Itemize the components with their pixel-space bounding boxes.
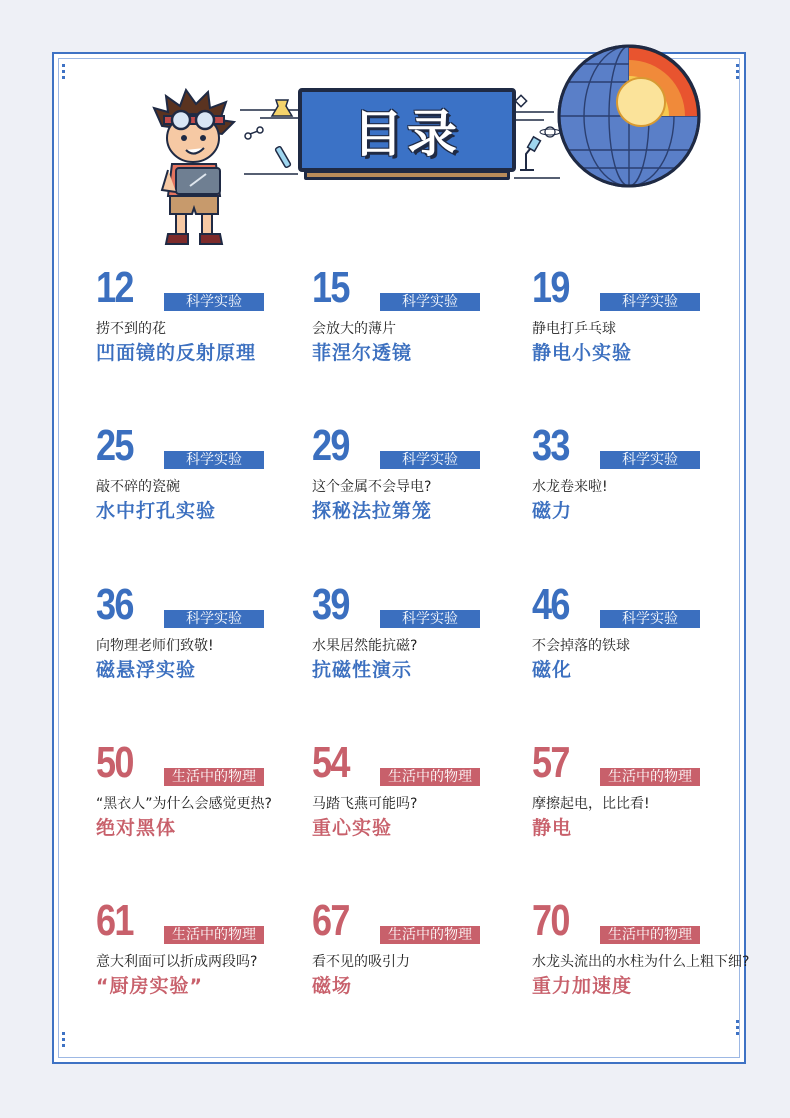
- page-number: 15: [312, 263, 349, 312]
- page-number: 25: [96, 421, 133, 470]
- chalkboard: [298, 88, 516, 172]
- entry-title: 磁化: [532, 659, 573, 681]
- entry-title: “厨房实验”: [96, 975, 203, 997]
- page-number: 29: [312, 421, 349, 470]
- page-number: 33: [532, 421, 569, 470]
- entry-subtitle: 捞不到的花: [96, 321, 166, 337]
- entry-title: 凹面镜的反射原理: [96, 342, 257, 364]
- toc-entry[interactable]: [96, 263, 316, 386]
- category-badge: 科学实验: [600, 610, 700, 628]
- chalkboard-ledge: [304, 170, 510, 180]
- toc-entry[interactable]: [312, 263, 532, 386]
- earth-cross-section-icon: [555, 42, 703, 190]
- entry-subtitle: 静电打乒乓球: [532, 321, 616, 337]
- entry-title: 磁场: [312, 975, 353, 997]
- category-badge: 科学实验: [380, 293, 480, 311]
- entry-title: 重力加速度: [532, 975, 633, 997]
- entry-subtitle: 不会掉落的铁球: [532, 638, 630, 654]
- page-number: 67: [312, 896, 349, 945]
- page-number: 54: [312, 738, 349, 787]
- entry-subtitle: 向物理老师们致敬!: [96, 638, 214, 654]
- toc-entry[interactable]: [96, 421, 316, 544]
- entry-subtitle: 水龙头流出的水柱为什么上粗下细?: [532, 954, 750, 970]
- entry-title: 绝对黑体: [96, 817, 177, 839]
- entry-title: 静电: [532, 817, 573, 839]
- frame-dash: [736, 1020, 739, 1036]
- entry-subtitle: “黑衣人”为什么会感觉更热?: [96, 796, 272, 812]
- category-badge: 生活中的物理: [164, 768, 264, 786]
- page-title: 目录: [353, 105, 461, 163]
- category-badge: 科学实验: [600, 293, 700, 311]
- category-badge: 生活中的物理: [380, 926, 480, 944]
- entry-title: 水中打孔实验: [96, 500, 217, 522]
- entry-subtitle: 会放大的薄片: [312, 321, 396, 337]
- category-badge: 科学实验: [380, 451, 480, 469]
- toc-entry[interactable]: [312, 580, 532, 703]
- entry-subtitle: 水龙卷来啦!: [532, 479, 608, 495]
- category-badge: 科学实验: [164, 610, 264, 628]
- category-badge: 生活中的物理: [164, 926, 264, 944]
- title-board: [298, 88, 516, 188]
- entry-title: 重心实验: [312, 817, 393, 839]
- toc-entry[interactable]: [96, 896, 316, 1019]
- toc-entry[interactable]: [532, 896, 752, 1019]
- frame-dash: [62, 1032, 65, 1048]
- entry-title: 菲涅尔透镜: [312, 342, 413, 364]
- toc-entry[interactable]: [312, 738, 532, 861]
- category-badge: 科学实验: [380, 610, 480, 628]
- toc-entry[interactable]: [532, 738, 752, 861]
- toc-entry[interactable]: [532, 263, 752, 386]
- category-badge: 科学实验: [164, 451, 264, 469]
- toc-entry[interactable]: [312, 896, 532, 1019]
- page-number: 36: [96, 580, 133, 629]
- scientist-character-icon: [148, 88, 240, 248]
- toc-entry[interactable]: [312, 421, 532, 544]
- page-number: 46: [532, 580, 569, 629]
- frame-dash: [62, 64, 65, 80]
- page-number: 39: [312, 580, 349, 629]
- category-badge: 生活中的物理: [380, 768, 480, 786]
- entry-title: 静电小实验: [532, 342, 633, 364]
- entry-title: 探秘法拉第笼: [312, 500, 433, 522]
- category-badge: 生活中的物理: [600, 768, 700, 786]
- category-badge: 科学实验: [164, 293, 264, 311]
- page-number: 61: [96, 896, 133, 945]
- toc-entry[interactable]: [96, 580, 316, 703]
- page-number: 70: [532, 896, 569, 945]
- page-number: 50: [96, 738, 133, 787]
- entry-title: 磁力: [532, 500, 573, 522]
- page-number: 57: [532, 738, 569, 787]
- entry-subtitle: 马踏飞燕可能吗?: [312, 796, 418, 812]
- category-badge: 生活中的物理: [600, 926, 700, 944]
- entry-subtitle: 敲不碎的瓷碗: [96, 479, 180, 495]
- entry-subtitle: 这个金属不会导电?: [312, 479, 432, 495]
- page-number: 19: [532, 263, 569, 312]
- toc-entry[interactable]: [96, 738, 316, 861]
- entry-subtitle: 意大利面可以折成两段吗?: [96, 954, 258, 970]
- entry-title: 磁悬浮实验: [96, 659, 197, 681]
- toc-entry[interactable]: [532, 421, 752, 544]
- entry-title: 抗磁性演示: [312, 659, 413, 681]
- frame-dash: [736, 64, 739, 80]
- toc-entry[interactable]: [532, 580, 752, 703]
- category-badge: 科学实验: [600, 451, 700, 469]
- science-doodles-left-icon: [240, 96, 300, 176]
- entry-subtitle: 看不见的吸引力: [312, 954, 410, 970]
- entry-subtitle: 摩擦起电，比比看!: [532, 796, 650, 812]
- entry-subtitle: 水果居然能抗磁?: [312, 638, 418, 654]
- page-number: 12: [96, 263, 133, 312]
